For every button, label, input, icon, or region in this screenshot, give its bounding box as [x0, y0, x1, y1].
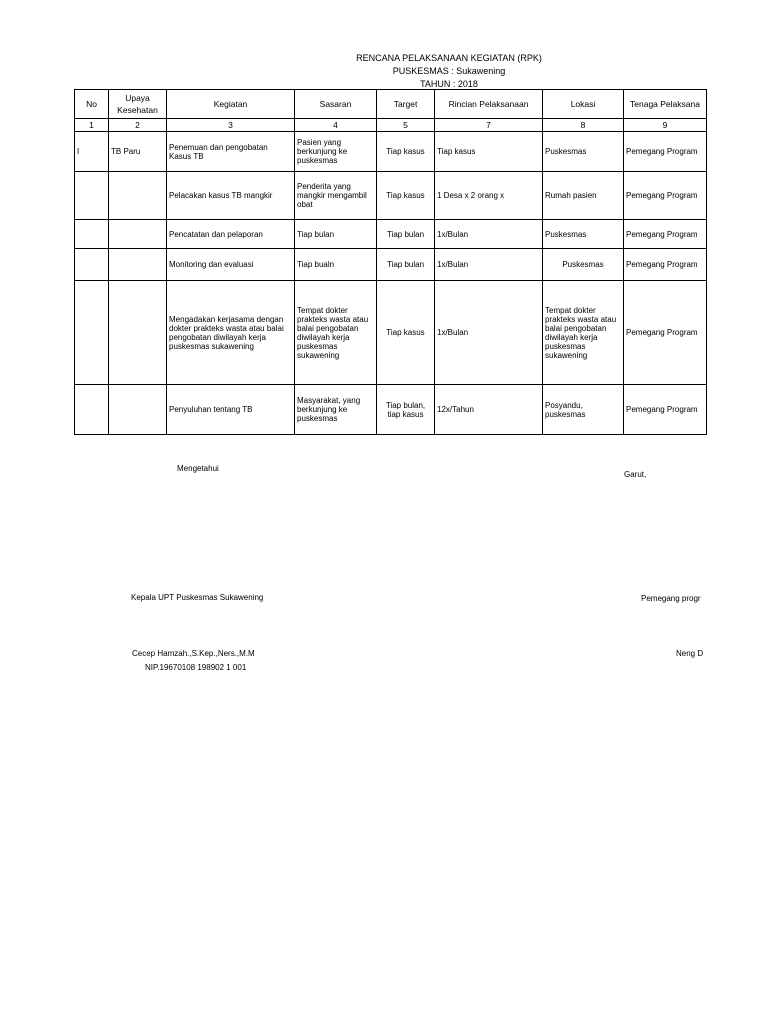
column-header-sasaran: Sasaran: [295, 90, 377, 119]
signature-left-position: Kepala UPT Puskesmas Sukawening: [131, 593, 264, 602]
cell-upaya: [109, 172, 167, 220]
cell-tenaga: Pemegang Program: [624, 132, 707, 172]
column-number-row: [75, 119, 707, 132]
table-row: [75, 385, 707, 435]
cell-tenaga: Pemegang Program: [624, 249, 707, 281]
cell-upaya: TB Paru: [109, 132, 167, 172]
cell-kegiatan: Pencatatan dan pelaporan: [167, 220, 295, 249]
cell-upaya: [109, 249, 167, 281]
document-title: RENCANA PELAKSANAAN KEGIATAN (RPK): [356, 53, 542, 63]
cell-target: Tiap bulan: [377, 220, 435, 249]
cell-lokasi: Puskesmas: [543, 132, 624, 172]
cell-lokasi: Puskesmas: [543, 220, 624, 249]
table-row: [75, 249, 707, 281]
document-year: TAHUN : 2018: [420, 79, 478, 89]
table-row: [75, 220, 707, 249]
cell-no: [75, 249, 109, 281]
rpk-table: [74, 89, 707, 435]
table-row: [75, 281, 707, 385]
cell-upaya: [109, 385, 167, 435]
cell-kegiatan: Pelacakan kasus TB mangkir: [167, 172, 295, 220]
cell-tenaga: Pemegang Program: [624, 172, 707, 220]
cell-target: Tiap bulan: [377, 249, 435, 281]
cell-rincian: 1x/Bulan: [435, 249, 543, 281]
cell-upaya: [109, 281, 167, 385]
cell-no: [75, 385, 109, 435]
signature-place-date: Garut,: [624, 470, 647, 479]
cell-no: [75, 172, 109, 220]
cell-sasaran: Tempat dokter prakteks wasta atau balai pengobatan diwilayah kerja puskesmas sukawening: [295, 281, 377, 385]
cell-tenaga: Pemegang Program: [624, 281, 707, 385]
cell-sasaran: Pasien yang berkunjung ke puskesmas: [295, 132, 377, 172]
column-number: 7: [435, 119, 543, 132]
column-number: 9: [624, 119, 707, 132]
cell-no: [75, 281, 109, 385]
cell-lokasi: Puskesmas: [543, 249, 624, 281]
cell-kegiatan: Monitoring dan evaluasi: [167, 249, 295, 281]
cell-rincian: Tiap kasus: [435, 132, 543, 172]
column-number: 5: [377, 119, 435, 132]
signature-left-nip: NIP.19670108 198902 1 001: [145, 663, 247, 672]
cell-sasaran: Tiap bulan: [295, 220, 377, 249]
cell-rincian: 1x/Bulan: [435, 220, 543, 249]
cell-kegiatan: Penemuan dan pengobatan Kasus TB: [167, 132, 295, 172]
cell-target: Tiap kasus: [377, 172, 435, 220]
signature-right-name: Neng D: [676, 649, 704, 658]
column-number: 2: [109, 119, 167, 132]
table-header-row: [75, 90, 707, 119]
cell-rincian: 1 Desa x 2 orang x: [435, 172, 543, 220]
cell-no: I: [75, 132, 109, 172]
cell-sasaran: Penderita yang mangkir mengambil obat: [295, 172, 377, 220]
column-header-rincian: Rincian Pelaksanaan: [435, 90, 543, 119]
column-header-no: No: [75, 90, 109, 119]
column-number: 3: [167, 119, 295, 132]
puskesmas-name: PUSKESMAS : Sukawening: [392, 66, 506, 76]
cell-sasaran: Masyarakat, yang berkunjung ke puskesmas: [295, 385, 377, 435]
column-header-kegiatan: Kegiatan: [167, 90, 295, 119]
cell-lokasi: Rumah pasien: [543, 172, 624, 220]
cell-rincian: 1x/Bulan: [435, 281, 543, 385]
column-header-upaya: Upaya Kesehatan: [109, 90, 167, 119]
column-number: 1: [75, 119, 109, 132]
signature-right-position: Pemegang progr: [641, 594, 701, 603]
cell-lokasi: Posyandu, puskesmas: [543, 385, 624, 435]
cell-kegiatan: Mengadakan kerjasama dengan dokter prakteks wasta atau balai pengobatan diwilayah kerja puskesmas sukawening: [167, 281, 295, 385]
cell-kegiatan: Penyuluhan tentang TB: [167, 385, 295, 435]
cell-tenaga: Pemegang Program: [624, 220, 707, 249]
cell-sasaran: Tiap bualn: [295, 249, 377, 281]
cell-no: [75, 220, 109, 249]
signature-left-label: Mengetahui: [177, 464, 219, 473]
cell-target: Tiap kasus: [377, 281, 435, 385]
signature-left-name: Cecep Hamzah.,S.Kep.,Ners.,M.M: [132, 649, 255, 658]
column-header-lokasi: Lokasi: [543, 90, 624, 119]
cell-tenaga: Pemegang Program: [624, 385, 707, 435]
cell-target: Tiap kasus: [377, 132, 435, 172]
table-row: [75, 132, 707, 172]
cell-upaya: [109, 220, 167, 249]
column-header-tenaga: Tenaga Pelaksana: [624, 90, 707, 119]
table-row: [75, 172, 707, 220]
cell-target: Tiap bulan, tiap kasus: [377, 385, 435, 435]
column-number: 4: [295, 119, 377, 132]
cell-lokasi: Tempat dokter prakteks wasta atau balai pengobatan diwilayah kerja puskesmas sukawening: [543, 281, 624, 385]
column-number: 8: [543, 119, 624, 132]
column-header-target: Target: [377, 90, 435, 119]
cell-rincian: 12x/Tahun: [435, 385, 543, 435]
